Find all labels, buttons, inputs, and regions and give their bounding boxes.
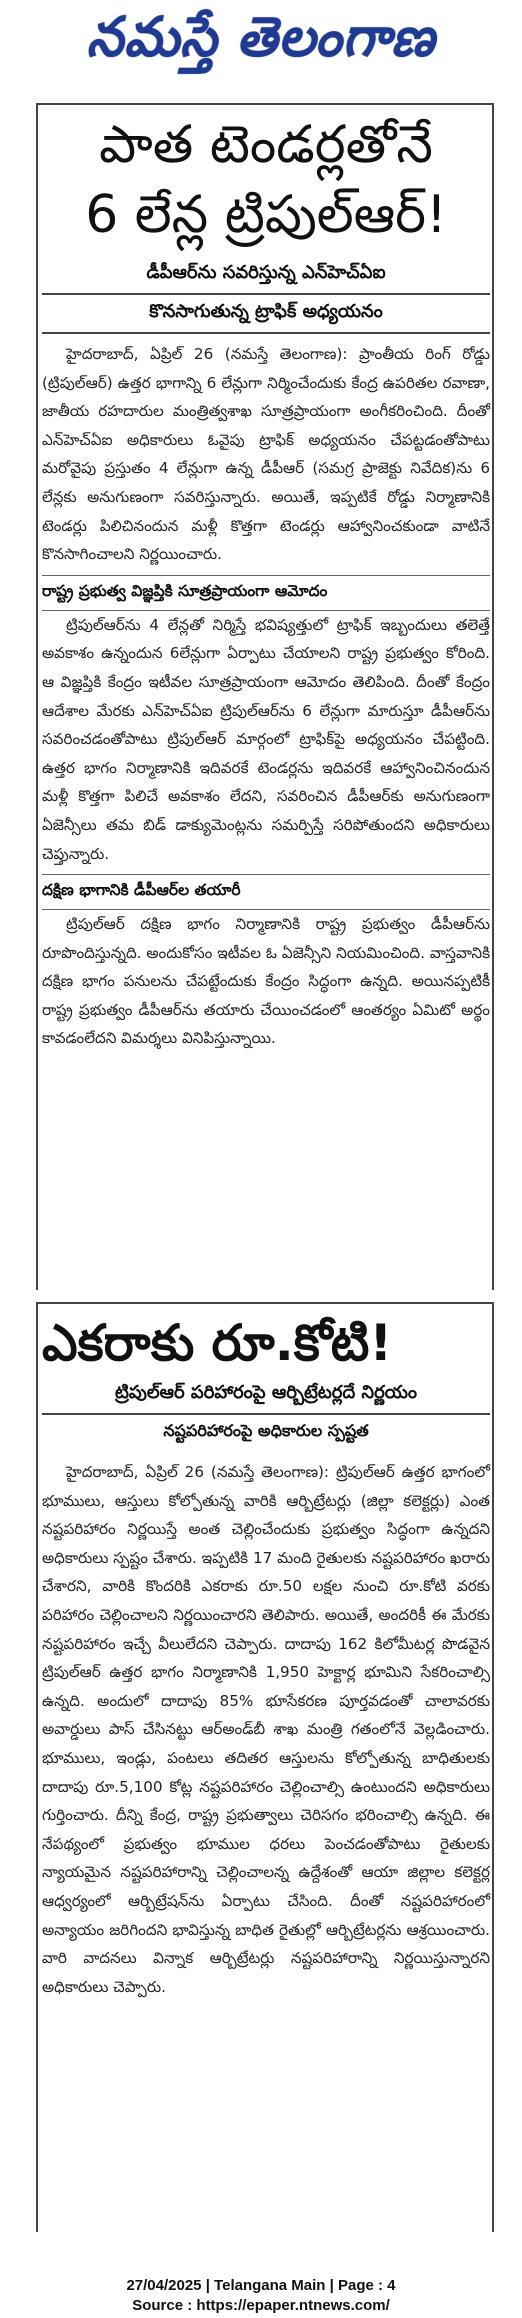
article1-paragraph3: ట్రిపుల్‌ఆర్‌ దక్షిణ భాగం నిర్మాణానికి రాష్ట్ర ప్రభుత్వం డీపీఆర్‌ను రూపొందిస్తున్నది. అందుకోసం ఇటీవల ఓ ఏజెన్సీని నియమించింది. వాస్తవానికి దక్షిణ భాగం పనులను చేపట్టేందుకు కేంద్రం సిద్ధంగా ఉన్నది. అయినప్పటికీ రాష్ట్ర ప్రభుత్వం డీపీఆర్‌ను తయారు చేయించడంలో ఆంతర్యం ఏమిటో అర్థం కావడంలేదని విమర్శలు వినిపిస్తున్నాయి.: [42, 915, 490, 1048]
page-footer: [0, 2276, 522, 2316]
subhead-arbitrators: ట్రిపుల్‌ఆర్‌ పరిహారంపై ఆర్బిట్రేటర్లదే నిర్ణయం: [42, 1376, 490, 1415]
article1-paragraph2: ట్రిపుల్‌ఆర్‌ను 4 లేన్లతో నిర్మిస్తే భవిష్యత్తులో ట్రాఫిక్‌ ఇబ్బందులు తలెత్తే అవకాశం ఉన్నందున 6లేన్లుగా ఏర్పాటు చేయాలని రాష్ట్ర ప్రభుత్వం కోరింది. ఆ విజ్ఞప్తికి కేంద్రం ఇటీవల సూత్రప్రాయంగా ఆమోదం తెలిపింది. దీంతో కేంద్రం ఆదేశాల మేరకు ఎన్‌హెచ్‌ఏఐ ట్రిపుల్‌ఆర్‌ను 6 లేన్లుగా మారుస్తూ డీపీఆర్‌ను సవరించడంతోపాటు ట్రిపుల్‌ఆర్‌ మార్గంలో ట్రాఫిక్‌పై అధ్యయనం చేపట్టింది. ఉత్తర భాగం నిర్మాణానికి ఇదివరకే టెండర్లను ఇదివరకే ఆహ్వానించినందున మళ్లీ కొత్తగా పిలిచే అవకాశం లేదని, సవరించిన డీపీఆర్‌కు అనుగుణంగా ఏజెన్సీలు తమ బిడ్‌ డాక్యుమెంట్లను సమర్పిస్తే సరిపోతుందని అధికారులు చెప్తున్నారు.: [42, 615, 490, 863]
article1-left-rule: [36, 103, 38, 1290]
article-compensation: [42, 1310, 490, 2001]
subhead-clarity: నష్టపరిహారంపై అధికారుల స్పష్టత: [163, 1421, 369, 1440]
footer-source: Source : https://epaper.ntnews.com/: [132, 2297, 390, 2314]
footer-date-page: 27/04/2025 | Telangana Main | Page : 4: [126, 2277, 396, 2294]
section-heading-approval: రాష్ట్ర ప్రభుత్వ విజ్ఞప్తికి సూత్రప్రాయంగా ఆమోదం: [42, 575, 490, 611]
masthead: [0, 8, 522, 88]
article2-top-rule: [36, 1302, 494, 1304]
article1-right-rule: [492, 103, 494, 1290]
headline-line1: పాత టెండర్లతోనే: [99, 115, 433, 175]
headline-crore-per-acre: ఎకరాకు రూ.కోటి!: [42, 1314, 393, 1372]
newspaper-logo: నమస్తే తెలంగాణ: [86, 6, 436, 70]
article-triple-r-tenders: [42, 110, 490, 1053]
article1-paragraph1: హైదరాబాద్‌, ఏప్రిల్‌ 26 (నమస్తే తెలంగాణ): ప్రాంతీయ రింగ్‌ రోడ్డు (ట్రిపుల్‌ఆర్‌) ఉత్తర భాగాన్ని 6 లేన్లుగా నిర్మించేందుకు కేంద్ర ఉపరితల రవాణా, జాతీయ రహదారుల మంత్రిత్వశాఖ సూత్రప్రాయంగా అంగీకరించింది. దీంతో ఎన్‌హెచ్‌ఏఐ అధికారులు ఓవైపు ట్రాఫిక్‌ అధ్యయనం చేపట్టడంతోపాటు మరోవైపు ప్రస్తుతం 4 లేన్లుగా ఉన్న డీపీఆర్‌ (సమగ్ర ప్రాజెక్టు నివేదిక)ను 6 లేన్లకు అనుగుణంగా సవరిస్తున్నారు. అయితే, ఇప్పటికే రోడ్డు నిర్మాణానికి టెండర్లు పిలిచినందున మళ్లీ కొత్తగా టెండర్లు ఆహ్వానించకుండా వాటినే కొనసాగించాలని నిర్ణయించారు.: [42, 345, 490, 564]
article1-top-rule: [36, 103, 494, 105]
article2-paragraph1: హైదరాబాద్‌, ఏప్రిల్‌ 26 (నమస్తే తెలంగాణ): ట్రిపుల్‌ఆర్‌ ఉత్తర భాగంలో భూములు, ఆస్తులు కోల్పోతున్న వారికి ఆర్బిట్రేటర్లు (జిల్లా కలెక్టర్లు) ఎంత నష్టపరిహారం నిర్ణయిస్తే అంత చెల్లించేందుకు ప్రభుత్వం సిద్ధంగా ఉన్నదని అధికారులు స్పష్టం చేశారు. ఇప్పటికి 17 మంది రైతులకు నష్టపరిహారం ఖరారు చేశారని, వారికి కొందరికి ఎకరాకు రూ.50 లక్షల నుంచి రూ.కోటి వరకు పరిహారం చెల్లించాలని నిర్ణయించారని తెలిపారు. అయితే, అందరికీ ఈ మేరకు నష్టపరిహారం ఇచ్చే వీలులేదని చెప్పారు. దాదాపు 162 కిలోమీటర్ల పొడవైన ట్రిపుల్‌ఆర్‌ ఉత్తర భాగం నిర్మాణానికి 1,950 హెక్టార్ల భూమిని సేకరించాల్సి ఉన్నది. అందులో దాదాపు 85% భూసేకరణ పూర్తవడంతో చాలావరకు అవార్డులు పాస్‌ చేసినట్టు ఆర్‌అండ్‌బీ శాఖ మంత్రి గతంలోనే వెల్లడించారు. భూములు, ఇండ్లు, పంటలు తదితర ఆస్తులను కోల్పోతున్న బాధితులకు దాదాపు రూ.5,100 కోట్ల నష్టపరిహారం చెల్లించాల్సి ఉంటుందని అధికారులు గుర్తించారు. దీన్ని కేంద్ర, రాష్ట్ర ప్రభుత్వాలు చెరిసగం భరించాల్సి ఉన్నది. ఈ నేపథ్యంలో ప్రభుత్వం భూముల ధరలు పెంచడంతోపాటు రైతులకు న్యాయమైన నష్టపరిహారాన్ని చెల్లించాలన్న ఉద్దేశంతో ఆయా జిల్లాల కలెక్టర్ల ఆధ్వర్యంలో ఆర్బిట్రేషన్‌ను ఏర్పాటు చేసింది. దీంతో నష్టపరిహారంలో అన్యాయం జరిగిందని భావిస్తున్న బాధిత రైతుల్లో ఆర్బిట్రేటర్లను ఆశ్రయించారు. వారి వాదనలు విన్నాక ఆర్బిట్రేటర్లు నష్టపరిహారాన్ని నిర్ణయిస్తున్నారని అధికారులు చెప్పారు.: [42, 1463, 490, 1996]
section-heading-south-dpr: దక్షిణ భాగానికి డీపీఆర్‌ల తయారీ: [42, 874, 490, 910]
article2-right-rule: [492, 1302, 494, 2232]
subhead-dpr: డీపీఆర్‌ను సవరిస్తున్న ఎన్‌హెచ్‌ఏఐ: [146, 262, 386, 283]
headline-line2: 6 లేన్ల ట్రిపుల్‌ఆర్‌!: [85, 185, 447, 245]
article2-left-rule: [36, 1302, 38, 2232]
subhead-traffic-study: కొనసాగుతున్న ట్రాఫిక్‌ అధ్యయనం: [42, 293, 490, 334]
